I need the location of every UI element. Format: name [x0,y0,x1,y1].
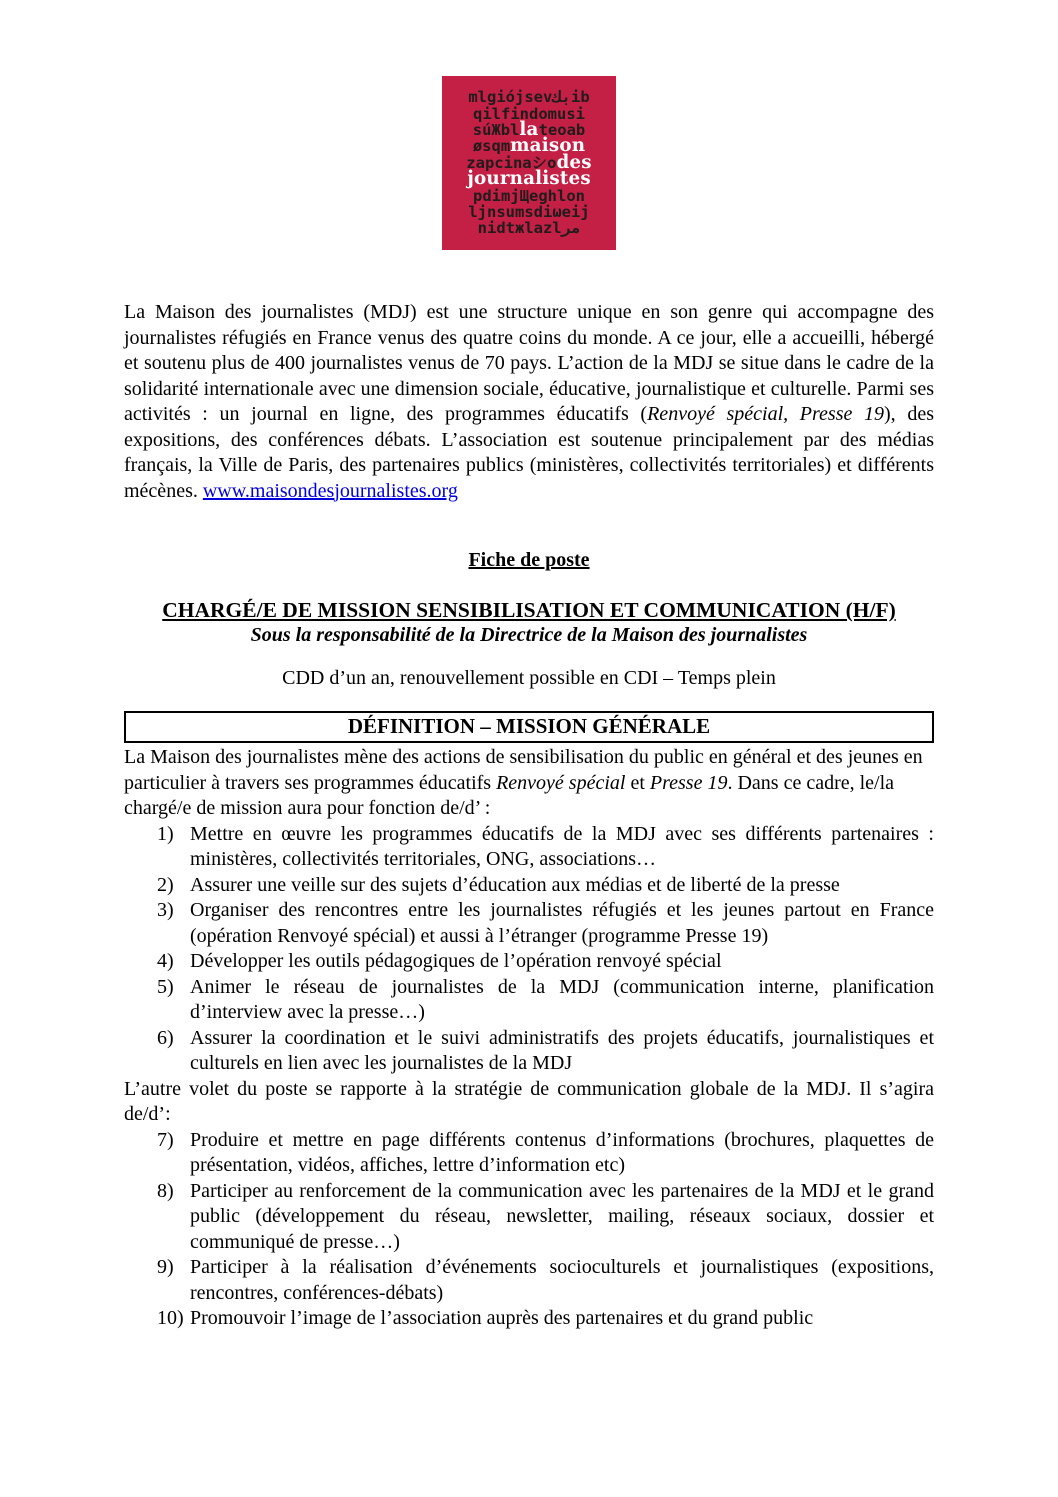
text-segment: øsqm [472,137,511,156]
definition-section-box [124,711,934,743]
mission-list-item [124,949,934,975]
text-segment: teoab [538,120,586,139]
list-item-text: Participer au renforcement de la communication avec les partenaires de la MDJ et le grand public (développement du réseau, newsletter, mailing, réseaux sociaux, dossier et communiqué de presse…) [190,1179,934,1253]
list-item-text: Assurer une veille sur des sujets d’éducation aux médias et de liberté de la presse [190,873,840,896]
intro-paragraph [124,300,934,504]
list-item-text: Organiser des rencontres entre les journalistes réfugiés et les jeunes partout en France (opération Renvoyé spécial) et aussi à l’étranger (programme Presse 19) [190,899,934,947]
list-item-number: 10) [157,1307,184,1329]
mdj-logo [442,76,616,250]
list-item-text: Promouvoir l’image de l’association auprès des partenaires et du grand public [190,1307,814,1329]
mission-list-item [124,1026,934,1077]
mission-list-item [124,1255,934,1306]
list-item-text: Produire et mettre en page différents contenus d’informations (brochures, plaquettes de présentation, vidéos, affiches, lettre d’information etc) [190,1128,934,1176]
fiche-de-poste-heading: Fiche de poste [468,549,590,571]
text-segment: ), des expositions, des conférences débats. L’association est soutenue principalement par des médias français, la Ville de Paris, des partenaires publics (ministères, collectivités territoriales) et différents mécènes. [124,403,934,502]
text-segment: mlgiójsevبكib [468,88,590,107]
list-item-text: Participer à la réalisation d’événements socioculturels et journalistiques (expositions, rencontres, conférences-débats) [190,1256,934,1304]
text-segment: súЖbl [472,120,520,139]
text-segment: maison [510,135,586,157]
website-link[interactable]: www.maisondesjournalistes.org [202,479,458,502]
list-item-text: Animer le réseau de journalistes de la MDJ (communication interne, planification d’interview avec la presse…) [190,975,934,1023]
mission-list-item [124,822,934,873]
text-segment: La Maison des journalistes mène des actions de sensibilisation du public en général et des jeunes en particulier à travers ses programmes éducatifs [124,746,923,794]
mission-list-item [124,1306,934,1332]
text-segment: et [625,771,650,794]
text-segment: . Dans ce cadre, le/la chargé/e de mission aura pour fonction de/d’ : [124,771,895,819]
list-item-text: Développer les outils pédagogiques de l’opération renvoyé spécial [190,950,722,972]
definition-intro-paragraph [124,745,934,822]
text-segment: journalistes [467,168,591,190]
logo-text-line [478,220,581,236]
text-segment: La Maison des journalistes (MDJ) est une structure unique en son genre qui accompagne des journalistes réfugiés en France venus des quatre coins du monde. A ce jour, elle a accueilli, hébergé et soutenu plus de 400 journalistes venus de 70 pays. L’action de la MDJ se situe dans le cadre de la solidarité internationale avec une dimension sociale, éducative, journalistique et culturelle. Parmi ses activités : un journal en ligne, des programmes éducatifs ( [124,301,934,425]
list-item-number: 1) [157,822,174,845]
mission-list-item [124,975,934,1026]
list-item-number: 6) [157,1026,174,1049]
list-item-text: Mettre en œuvre les programmes éducatifs de la MDJ avec ses différents partenaires : ministères, collectivités territoriales, ONG, associations… [190,822,934,870]
logo-text-line [468,204,589,220]
text-segment: des [556,151,592,173]
mission-list-communication [124,1128,934,1332]
text-segment: Presse 19 [649,771,728,794]
list-item-number: 9) [157,1256,174,1278]
text-segment: Renvoyé spécial [496,771,626,794]
mission-list-education [124,822,934,1077]
list-item-number: 2) [157,873,174,896]
list-item-number: 7) [157,1128,174,1151]
mission-list-item [124,898,934,949]
list-item-number: 8) [157,1179,174,1202]
text-segment: Renvoyé spécial, Presse 19 [647,403,885,425]
list-item-number: 4) [157,950,174,972]
text-segment: pdimjЩeghlon [473,186,585,205]
contract-type-line: CDD d’un an, renouvellement possible en CDI – Temps plein [282,667,776,689]
logo-text-line [467,168,591,190]
subtitle-responsibility: Sous la responsabilité de la Directrice de la Maison des journalistes [250,624,808,646]
text-segment: qilfindomusi [473,104,585,123]
list-item-number: 3) [157,899,174,921]
text-segment: ljnsumsdiωeij [468,203,590,222]
mission-list-item [124,1179,934,1256]
list-item-number: 5) [157,975,174,998]
text-segment: la [519,118,539,140]
job-title-heading: CHARGÉ/E DE MISSION SENSIBILISATION ET COMMUNICATION (H/F) [162,598,896,622]
mission-list-item [124,1128,934,1179]
document-content [124,300,934,1332]
logo-text-line [468,89,589,105]
text-segment: zapcinaシo [466,153,557,172]
mission-list-item [124,873,934,899]
list-item-text: Assurer la coordination et le suivi administratifs des projets éducatifs, journalistiques et culturels en lien avec les journalistes de la MDJ [190,1026,934,1074]
logo-text-line [473,188,585,204]
communication-intro-paragraph: L’autre volet du poste se rapporte à la stratégie de communication globale de la MDJ. Il s’agira de/d’: [124,1077,934,1125]
definition-section-title: DÉFINITION – MISSION GÉNÉRALE [347,714,711,738]
text-segment: nidtжlazlمر [477,219,581,238]
